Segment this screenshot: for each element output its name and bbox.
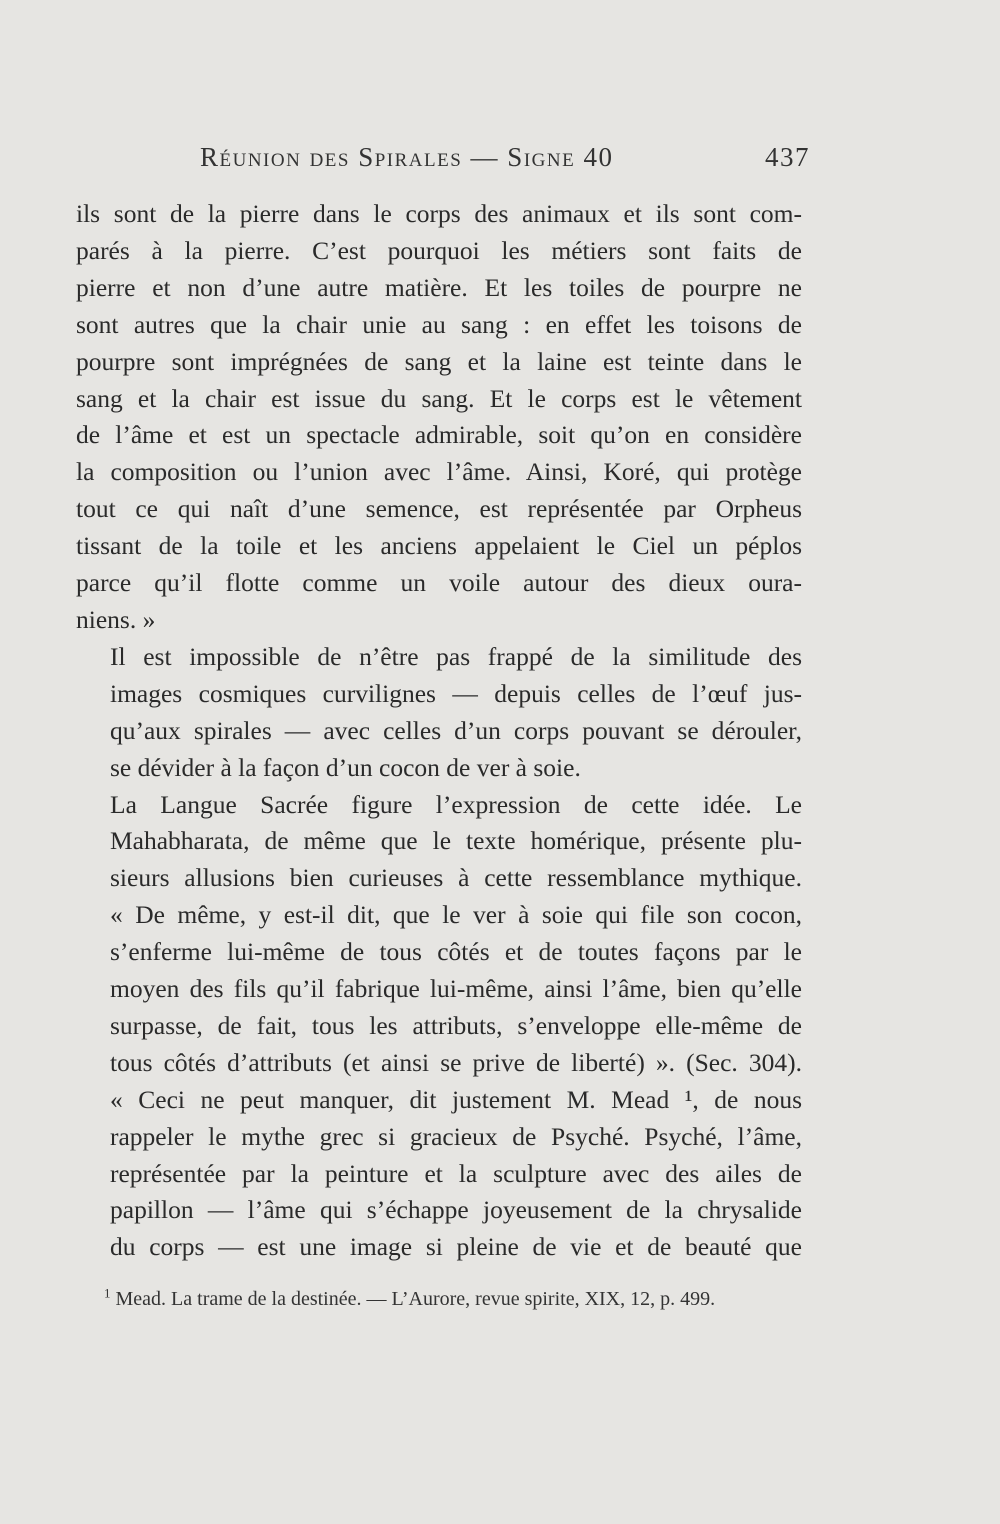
text-line: La Langue Sacrée figure l’expression de cette idée. Le: [110, 789, 802, 819]
paragraph: [76, 897, 802, 1082]
text-line: Il est impossible de n’être pas frappé de la similitude des: [110, 641, 802, 671]
text-line: « Ceci ne peut manquer, dit justement M. Mead ¹, de nous: [110, 1084, 802, 1114]
paragraph: [76, 1082, 802, 1267]
text-line: ils sont de la pierre dans le corps des animaux et ils sont com-: [76, 199, 802, 228]
text-line: images cosmiques curvilignes — depuis celles de l’œuf jus-: [110, 678, 802, 708]
text-line: rappeler le mythe grec si gracieux de Psyché. Psyché, l’âme,: [110, 1121, 802, 1151]
text-line: de l’âme et est un spectacle admirable, soit qu’on en considère: [76, 420, 802, 450]
text-line: se dévider à la façon d’un cocon de ver à soie.: [110, 752, 581, 782]
body-text: [76, 196, 802, 1266]
text-line: qu’aux spirales — avec celles d’un corps pouvant se dérouler,: [110, 715, 802, 745]
text-line: tous côtés d’attributs (et ainsi se prive de liberté) ». (Sec. 304).: [110, 1047, 802, 1077]
text-line: Mahabharata, de même que le texte homérique, présente plu-: [110, 826, 802, 856]
text-line: niens. »: [76, 604, 156, 634]
footnote: [104, 1286, 804, 1312]
text-line: sang et la chair est issue du sang. Et le corps est le vêtement: [76, 383, 802, 413]
running-head: [200, 142, 810, 182]
text-line: tout ce qui naît d’une semence, est représentée par Orpheus: [76, 494, 802, 524]
page-number: 437: [765, 142, 810, 172]
text-line: papillon — l’âme qui s’échappe joyeusement de la chrysalide: [110, 1195, 802, 1225]
text-line: représentée par la peinture et la sculpture avec des ailes de: [110, 1158, 802, 1188]
running-title: Réunion des Spirales — Signe 40: [200, 142, 614, 172]
text-line: sieurs allusions bien curieuses à cette ressemblance mythique.: [110, 863, 802, 893]
text-line: parés à la pierre. C’est pourquoi les métiers sont faits de: [76, 235, 802, 265]
text-line: pourpre sont imprégnées de sang et la laine est teinte dans le: [76, 346, 802, 376]
paragraph: [76, 196, 802, 639]
footnote-text: Mead. La trame de la destinée. — L’Aurore, revue spirite, XIX, 12, p. 499.: [115, 1288, 716, 1310]
text-line: s’enferme lui-même de tous côtés et de toutes façons par le: [110, 937, 802, 967]
text-line: sont autres que la chair unie au sang : en effet les toisons de: [76, 309, 802, 339]
text-line: du corps — est une image si pleine de vie et de beauté que: [110, 1232, 802, 1262]
text-line: tissant de la toile et les anciens appelaient le Ciel un péplos: [76, 531, 802, 561]
text-line: « De même, y est-il dit, que le ver à soie qui file son cocon,: [110, 900, 802, 930]
text-line: la composition ou l’union avec l’âme. Ainsi, Koré, qui protège: [76, 457, 802, 487]
text-line: surpasse, de fait, tous les attributs, s’enveloppe elle-même de: [110, 1010, 802, 1040]
footnote-marker: 1: [104, 1285, 111, 1301]
text-line: parce qu’il flotte comme un voile autour des dieux oura-: [76, 568, 802, 598]
text-line: pierre et non d’une autre matière. Et les toiles de pourpre ne: [76, 272, 802, 302]
paragraph: [76, 639, 802, 787]
paragraph: [76, 787, 802, 898]
text-line: moyen des fils qu’il fabrique lui-même, ainsi l’âme, bien qu’elle: [110, 974, 802, 1004]
